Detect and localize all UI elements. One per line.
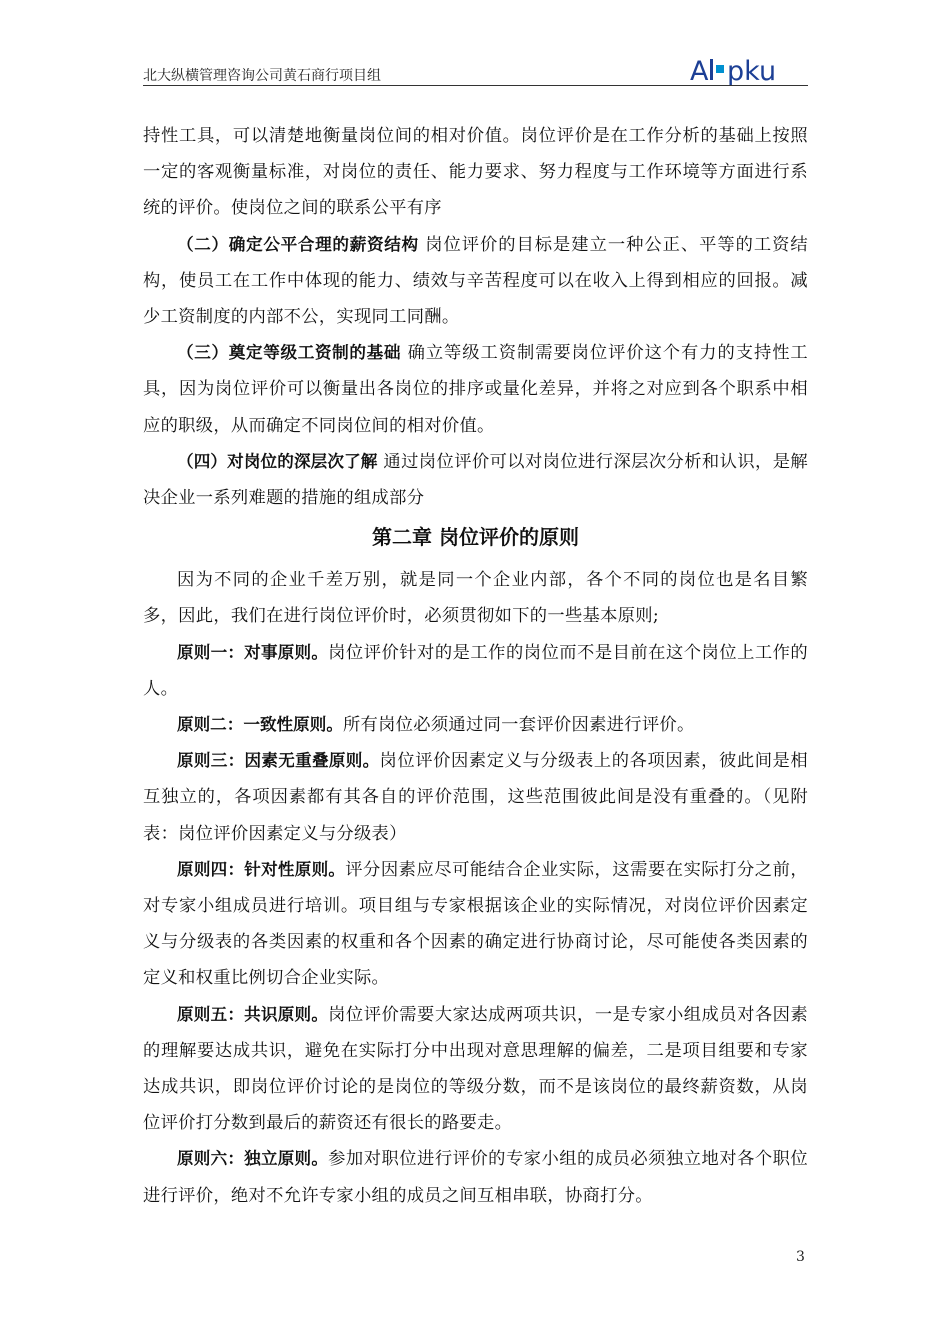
svg-text:A: A	[690, 56, 709, 85]
header-divider	[143, 85, 808, 86]
principle-6-text: 参加对职位进行评价的专家小组的成员必须独立地对各个职位进行评价，绝对不允许专家小组的成员之间互相串联，协商打分。	[143, 1149, 809, 1206]
principle-6-title: 原则六：独立原则。	[177, 1149, 329, 1169]
document-body	[143, 118, 808, 1214]
principle-3	[143, 743, 808, 852]
principle-1-text: 岗位评价针对的是工作的岗位而不是目前在这个岗位上工作的人。	[143, 642, 809, 699]
section-4	[143, 444, 808, 516]
svg-text:pku: pku	[727, 56, 777, 85]
principle-4	[143, 852, 808, 997]
section-4-title: （四）对岗位的深层次了解	[177, 451, 378, 471]
principle-5-title: 原则五：共识原则。	[177, 1004, 329, 1024]
chapter-title: 第二章 岗位评价的原则	[372, 525, 579, 550]
principle-2	[143, 707, 808, 743]
section-3-text: 确立等级工资制需要岗位评价这个有力的支持性工具，因为岗位评价可以衡量出各岗位的排序或量化差异，并将之对应到各个职系中相应的职级，从而确定不同岗位间的相对价值。	[143, 343, 808, 436]
principle-3-title: 原则三：因素无重叠原则。	[177, 751, 380, 771]
principle-2-title: 原则二：一致性原则。	[177, 715, 343, 735]
header-company-name: 北大纵横管理咨询公司黄石商行项目组	[143, 68, 381, 84]
section-2-title: （二）确定公平合理的薪资结构	[177, 234, 419, 254]
principle-1-title: 原则一：对事原则。	[177, 642, 329, 662]
principle-3-text: 岗位评价因素定义与分级表上的各项因素，彼此间是相互独立的，各项因素都有其各自的评价范围，这些范围彼此间是没有重叠的。（见附表：岗位评价因素定义与分级表）	[143, 751, 809, 844]
section-2-text: 岗位评价的目标是建立一种公正、平等的工资结构，使员工在工作中体现的能力、绩效与辛苦程度可以在收入上得到相应的回报。减少工资制度的内部不公，实现同工同酬。	[143, 234, 808, 328]
principle-5	[143, 997, 808, 1142]
allpku-logo-icon	[690, 55, 808, 85]
principle-2-text: 所有岗位必须通过同一套评价因素进行评价。	[342, 715, 695, 736]
section-3-title: （三）奠定等级工资制的基础	[177, 343, 402, 363]
principle-4-text: 评分因素应尽可能结合企业实际，这需要在实际打分之前，对专家小组成员进行培训。项目组与专家根据该企业的实际情况，对岗位评价因素定义与分级表的各类因素的权重和各个因素的确定进行协商讨论，尽可能使各类因素的定义和权重比例切合企业实际。	[143, 859, 809, 989]
section-2	[143, 227, 808, 336]
principle-6	[143, 1141, 808, 1213]
principle-1	[143, 635, 808, 707]
allpku-logo	[690, 55, 808, 89]
section-3	[143, 335, 808, 444]
principle-5-text: 岗位评价需要大家达成两项共识，一是专家小组成员对各因素的理解要达成共识，避免在实际打分中出现对意思理解的偏差，二是项目组要和专家达成共识，即岗位评价讨论的是岗位的等级分数，而不是该岗位的最终薪资数，从岗位评价打分数到最后的薪资还有很长的路要走。	[143, 1004, 809, 1134]
page-number: 3	[796, 1249, 805, 1265]
paragraph-1: 持性工具，可以清楚地衡量岗位间的相对价值。岗位评价是在工作分析的基础上按照一定的客观衡量标准，对岗位的责任、能力要求、努力程度与工作环境等方面进行系统的评价。使岗位之间的联系公平有序	[143, 126, 808, 219]
principle-4-title: 原则四：针对性原则。	[177, 859, 346, 879]
page-header	[143, 55, 808, 85]
chapter-intro: 因为不同的企业千差万别，就是同一个企业内部，各个不同的岗位也是名目繁多，因此，我们在进行岗位评价时，必须贯彻如下的一些基本原则;	[143, 570, 808, 627]
section-4-text: 通过岗位评价可以对岗位进行深层次分析和认识，是解决企业一系列难题的措施的组成部分	[143, 451, 808, 509]
